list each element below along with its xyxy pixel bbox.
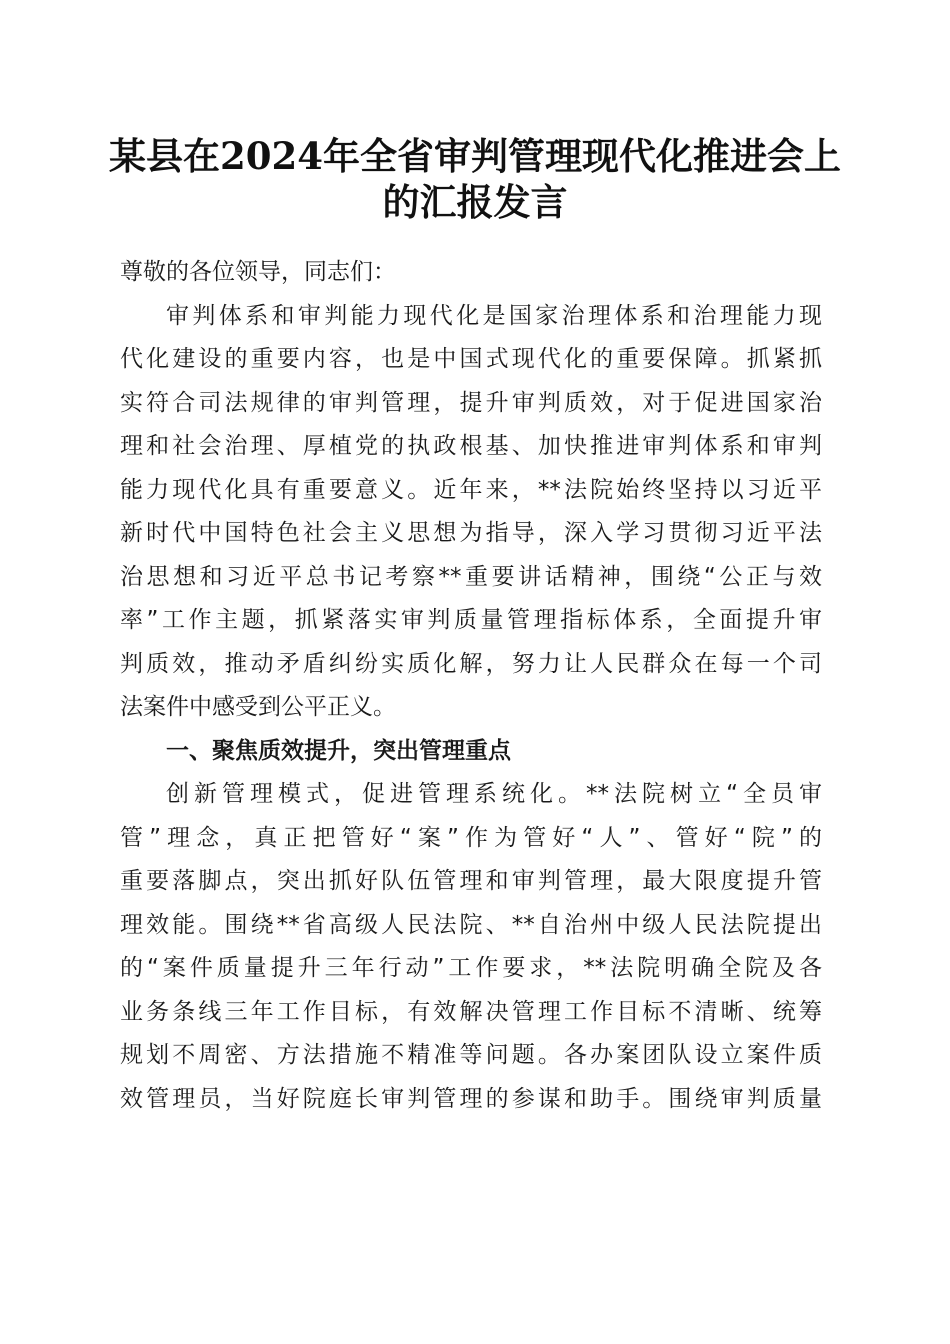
section-1-heading: 一、聚焦质效提升，突出管理重点: [166, 737, 511, 764]
paragraph-1-line: 治思想和习近平总书记考察**重要讲话精神，围绕“公正与效: [120, 563, 822, 590]
paragraph-2-line: 重要落脚点，突出抓好队伍管理和审判管理，最大限度提升管: [120, 868, 822, 894]
paragraph-1-line: 判质效，推动矛盾纠纷实质化解，努力让人民群众在每一个司: [120, 650, 822, 677]
paragraph-1-line: 法案件中感受到公平正义。: [120, 694, 396, 720]
document-body: [120, 251, 822, 1121]
paragraph-2-line: 的“案件质量提升三年行动”工作要求，**法院明确全院及各: [120, 955, 822, 981]
paragraph-2-line: 效管理员，当好院庭长审判管理的参谋和助手。围绕审判质量: [120, 1085, 822, 1112]
paragraph-1-line: 审判体系和审判能力现代化是国家治理体系和治理能力现: [166, 302, 822, 329]
paragraph-1-line: 率”工作主题，抓紧落实审判质量管理指标体系，全面提升审: [120, 607, 822, 633]
paragraph-2-line: 管”理念，真正把管好“案”作为管好“人”、管好“院”的: [120, 824, 822, 851]
paragraph-1-line: 理和社会治理、厚植党的执政根基、加快推进审判体系和审判: [120, 433, 822, 459]
paragraph-2-line: 创新管理模式，促进管理系统化。**法院树立“全员审: [166, 781, 822, 807]
paragraph-1-line: 代化建设的重要内容，也是中国式现代化的重要保障。抓紧抓: [120, 346, 822, 372]
title-line-1: 某县在2024年全省审判管理现代化推进会上: [109, 134, 841, 178]
title-line-2: 的汇报发言: [382, 180, 568, 224]
paragraph-1-line: 能力现代化具有重要意义。近年来，**法院始终坚持以习近平: [120, 476, 822, 503]
paragraph-2-line: 规划不周密、方法措施不精准等问题。各办案团队设立案件质: [120, 1042, 822, 1068]
paragraph-1-line: 新时代中国特色社会主义思想为指导，深入学习贯彻习近平法: [120, 520, 822, 546]
paragraph-2-line: 理效能。围绕**省高级人民法院、**自治州中级人民法院提出: [120, 911, 822, 938]
document-title: [100, 133, 850, 225]
paragraph-1-line: 实符合司法规律的审判管理，提升审判质效，对于促进国家治: [120, 389, 822, 416]
paragraph-2-line: 业务条线三年工作目标，有效解决管理工作目标不清晰、统筹: [120, 998, 822, 1025]
salutation: 尊敬的各位领导，同志们：: [120, 259, 396, 285]
